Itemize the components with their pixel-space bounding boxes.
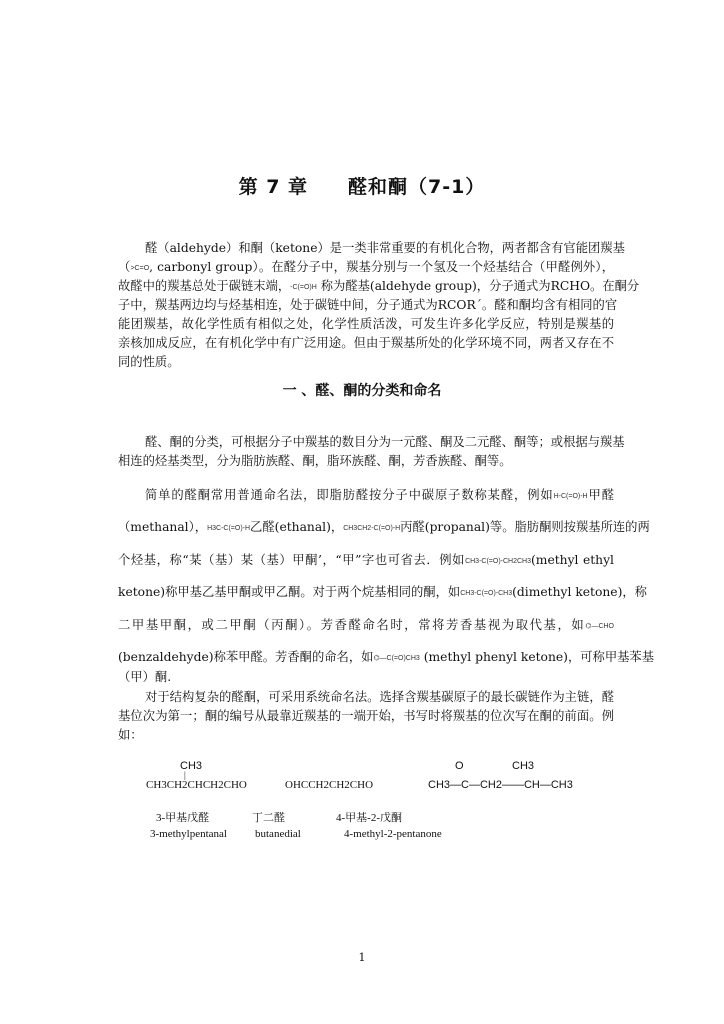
text-segment: , carbonyl group）。在醛分子中，羰基分别与一个氢及一个烃基结合（甲醛例外）， <box>149 260 614 274</box>
text-segment: 亲核加成反应，在有机化学中有广泛用途。但由于羰基所处的化学环境不同，两者又存在不 <box>118 336 614 350</box>
text-segment: 丙醛(propanal)等。脂肪酮则按羰基所连的两 <box>400 520 650 534</box>
text-segment: 二甲基甲酮，或二甲酮（丙酮）。芳香醛命名时，常将芳香基视为取代基，如 <box>118 618 586 632</box>
text-line <box>118 519 650 535</box>
inline-formula: CH3CH2-C(=O)-H <box>343 525 401 532</box>
text-segment: (benzaldehyde)称苯甲醛。芳香酮的命名，如 <box>118 650 374 664</box>
text-line <box>145 434 625 450</box>
example3-en-name: 4-methyl-2-pentanone <box>344 828 442 840</box>
text-segment: 故醛中的羰基总处于碳链末端， <box>118 279 291 293</box>
bond-line: | <box>184 770 186 780</box>
text-segment: 醛（aldehyde）和酮（ketone）是一类非常重要的有机化合物，两者都含有官能团羰基 <box>145 241 625 255</box>
text-line <box>118 708 614 724</box>
example3-formula: CH3—C—CH2——CH—CH3 <box>428 779 573 791</box>
text-line <box>118 335 614 351</box>
inline-formula: H3C-C(=O)-H <box>207 525 251 532</box>
text-segment: 个烃基，称“某（基）某（基）甲酮’，“甲”字也可省去．例如 <box>118 553 466 567</box>
text-segment: 甲醛 <box>587 488 614 502</box>
text-line <box>118 669 614 685</box>
inline-formula: ⌬—CHO <box>585 623 614 630</box>
text-segment: 相连的烃基类型，分为脂肪族醛、酮，脂环族醛、酮，芳香族醛、酮等。 <box>118 454 512 468</box>
example2-formula: OHCCH2CH2CHO <box>285 779 374 791</box>
text-line <box>118 649 655 665</box>
text-segment: （ <box>118 260 131 274</box>
text-segment: （甲）酮. <box>118 670 172 684</box>
inline-formula: CH3-C(=O)-CH2CH3 <box>465 558 531 565</box>
text-segment: 醛、酮的分类，可根据分子中羰基的数目分为一元醛、酮及二元醛、酮等；或根据与羰基 <box>145 435 625 449</box>
text-segment: 同的性质。 <box>118 355 180 369</box>
text-segment: 称为醛基(aldehyde group)，分子通式为RCHO。在酮分 <box>316 279 640 293</box>
page-title: 第 7 章 醛和酮（7-1） <box>238 176 486 198</box>
text-segment: 对于结构复杂的醛酮，可采用系统命名法。选择含羰基碳原子的最长碳链作为主链，醛 <box>145 690 614 704</box>
text-segment: 子中，羰基两边均与烃基相连，处于碳链中间，分子通式为RCOR´。醛和酮均含有相同的官 <box>118 298 618 312</box>
text-line <box>118 316 614 332</box>
example1-branch: CH3 <box>180 760 203 772</box>
inline-formula: CH3-C(=O)-CH3 <box>460 590 513 597</box>
text-line <box>118 617 614 633</box>
example2-cn-name: 丁二醛 <box>252 812 285 824</box>
example1-cn-name: 3-甲基戊醛 <box>156 812 210 824</box>
text-segment: 基位次为第一；酮的编号从最靠近羰基的一端开始，书写时将羰基的位次写在酮的前面。例 <box>118 709 614 723</box>
inline-formula: ⌬—C(=O)CH3 <box>373 655 420 662</box>
text-line <box>145 487 614 503</box>
text-line <box>118 354 614 370</box>
text-segment: 乙醛(ethanal)， <box>250 520 344 534</box>
text-segment: （methanal）， <box>118 520 208 534</box>
text-line <box>118 552 614 568</box>
text-segment: (dimethyl ketone)，称 <box>512 585 647 599</box>
section-heading: 一 、醛、酮的分类和命名 <box>282 383 442 399</box>
text-line <box>118 278 640 294</box>
text-segment: (methyl ethyl <box>531 553 614 567</box>
text-line <box>118 727 614 743</box>
text-segment: 简单的醛酮常用普通命名法，即脂肪醛按分子中碳原子数称某醛，例如 <box>145 488 554 502</box>
text-line <box>118 297 618 313</box>
text-segment: 能团羰基，故化学性质有相似之处，化学性质活泼，可发生许多化学反应，特别是羰基的 <box>118 317 614 331</box>
text-line <box>118 584 647 600</box>
text-line <box>118 453 614 469</box>
inline-formula: H-C(=O)-H <box>553 493 588 500</box>
text-line <box>145 689 614 705</box>
inline-formula: -C(=O)H <box>290 284 317 291</box>
example3-oxygen: O <box>455 760 464 772</box>
inline-formula: >C=O <box>130 265 150 272</box>
text-line <box>145 240 625 256</box>
page-number: 1 <box>358 951 366 964</box>
example1-formula: CH3CH2CHCH2CHO <box>146 779 247 791</box>
example1-en-name: 3-methylpentanal <box>150 828 227 840</box>
text-segment: 如： <box>118 728 143 742</box>
text-line <box>118 259 614 275</box>
text-segment: (methyl phenyl ketone)，可称甲基苯基 <box>419 650 655 664</box>
example2-en-name: butanedial <box>255 828 301 840</box>
example3-cn-name: 4-甲基-2-戊酮 <box>336 812 402 824</box>
text-segment: ketone)称甲基乙基甲酮或甲乙酮。对于两个烷基相同的酮，如 <box>118 585 461 599</box>
example3-branch: CH3 <box>512 760 535 772</box>
